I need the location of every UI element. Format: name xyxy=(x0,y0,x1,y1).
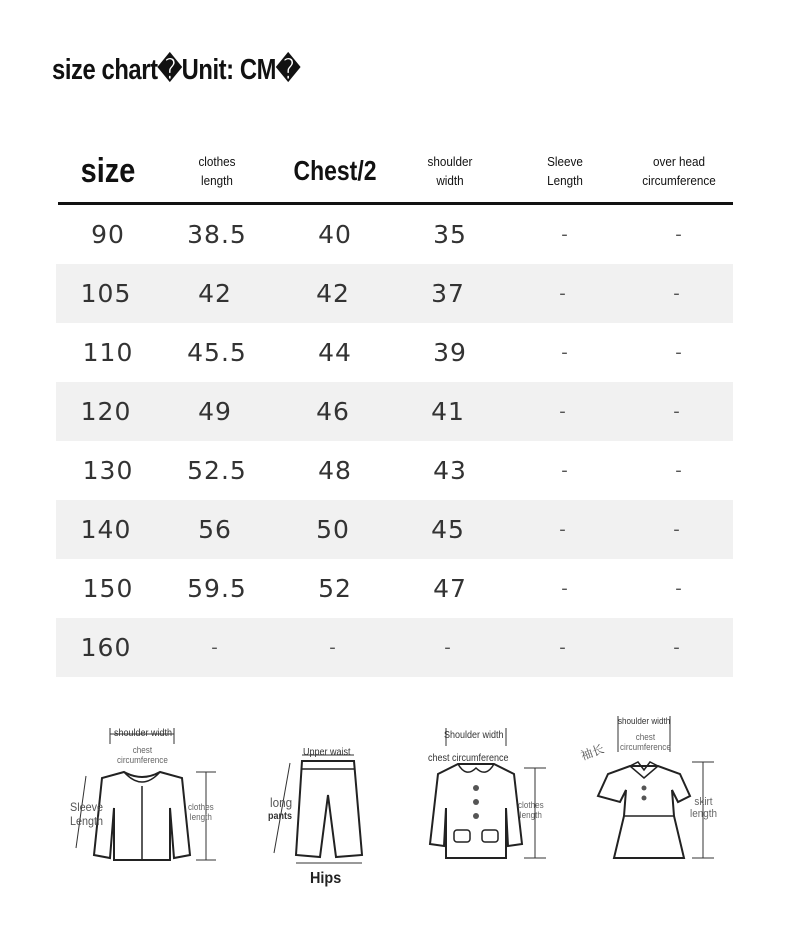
table-row xyxy=(58,323,733,382)
table-cell: 45 xyxy=(431,515,465,544)
table-cell: 40 xyxy=(318,220,352,249)
coat-chest-label: chest circumference xyxy=(428,753,509,764)
table-cell: 105 xyxy=(80,279,132,308)
coat-diagram xyxy=(418,722,578,872)
table-cell: 35 xyxy=(433,220,467,249)
dress-chest-label: chest circumference xyxy=(620,732,671,752)
table-cell: 50 xyxy=(316,515,350,544)
table-cell: - xyxy=(559,283,567,304)
header-col-2: Chest/2 xyxy=(293,155,377,186)
table-cell: - xyxy=(211,637,219,658)
dress-diagram xyxy=(574,712,734,872)
table-cell: 43 xyxy=(433,456,467,485)
table-cell: - xyxy=(675,342,683,363)
table-cell: - xyxy=(559,401,567,422)
shoulder-width-label: shoulder width xyxy=(114,728,173,739)
table-cell: 41 xyxy=(431,397,465,426)
table-cell: - xyxy=(673,401,681,422)
table-row xyxy=(58,205,733,264)
table-cell: 52 xyxy=(318,574,352,603)
table-cell: - xyxy=(559,519,567,540)
jacket-icon xyxy=(62,720,232,870)
table-cell: 47 xyxy=(433,574,467,603)
table-cell: 42 xyxy=(316,279,350,308)
skirt-length-label: skirt length xyxy=(690,796,717,820)
table-cell: - xyxy=(329,637,337,658)
table-cell: 45.5 xyxy=(187,338,247,367)
table-cell: 90 xyxy=(91,220,125,249)
header-col-5: over head circumference xyxy=(642,154,716,188)
table-cell: - xyxy=(675,578,683,599)
table-cell: 46 xyxy=(316,397,350,426)
table-cell: 59.5 xyxy=(187,574,247,603)
sleeve-length-label: Sleeve Length xyxy=(70,800,104,828)
table-cell: 37 xyxy=(431,279,465,308)
pants-label: pants xyxy=(268,811,293,822)
table-row xyxy=(58,559,733,618)
table-cell: 39 xyxy=(433,338,467,367)
table-header xyxy=(58,140,733,205)
header-col-4: Sleeve Length xyxy=(547,154,583,188)
table-row xyxy=(56,500,733,559)
table-cell: 110 xyxy=(82,338,134,367)
table-cell: 130 xyxy=(82,456,134,485)
table-cell: - xyxy=(559,637,567,658)
table-cell: - xyxy=(561,460,569,481)
table-cell: 120 xyxy=(80,397,132,426)
coat-icon xyxy=(418,722,578,872)
table-cell: - xyxy=(673,283,681,304)
table-row xyxy=(56,264,733,323)
dress-shoulder-label: shoulder width xyxy=(618,716,671,726)
dress-sleeve-label: 袖长 xyxy=(578,741,607,764)
table-cell: 160 xyxy=(80,633,132,662)
clothes-length-label: clothes length xyxy=(188,802,214,822)
long-label: long xyxy=(270,795,293,810)
table-cell: - xyxy=(561,578,569,599)
upper-waist-label: Upper waist xyxy=(303,747,351,758)
table-row xyxy=(56,382,733,441)
header-col-1: clothes length xyxy=(198,154,236,188)
table-cell: 49 xyxy=(198,397,232,426)
table-row xyxy=(58,441,733,500)
table-body xyxy=(58,205,733,677)
hips-label: Hips xyxy=(310,870,342,887)
table-cell: - xyxy=(561,224,569,245)
table-cell: - xyxy=(675,460,683,481)
table-cell: 56 xyxy=(198,515,232,544)
table-cell: - xyxy=(444,637,452,658)
table-cell: - xyxy=(673,519,681,540)
header-col-3: shoulder width xyxy=(427,154,473,188)
table-cell: - xyxy=(675,224,683,245)
coat-shoulder-label: Shoulder width xyxy=(444,730,504,741)
header-col-0: size xyxy=(80,151,136,190)
table-cell: 140 xyxy=(80,515,132,544)
table-cell: 38.5 xyxy=(187,220,247,249)
pants-diagram xyxy=(262,745,372,890)
table-cell: 48 xyxy=(318,456,352,485)
jacket-diagram xyxy=(62,720,232,870)
table-cell: 52.5 xyxy=(187,456,247,485)
table-cell: - xyxy=(673,637,681,658)
coat-length-label: clothes length xyxy=(518,800,544,820)
size-table xyxy=(58,140,733,677)
table-cell: 44 xyxy=(318,338,352,367)
table-cell: - xyxy=(561,342,569,363)
chest-label: chest circumference xyxy=(117,745,168,765)
table-cell: 150 xyxy=(82,574,134,603)
table-row xyxy=(56,618,733,677)
page-title: size chart�Unit: CM� xyxy=(52,54,301,86)
table-cell: 42 xyxy=(198,279,232,308)
